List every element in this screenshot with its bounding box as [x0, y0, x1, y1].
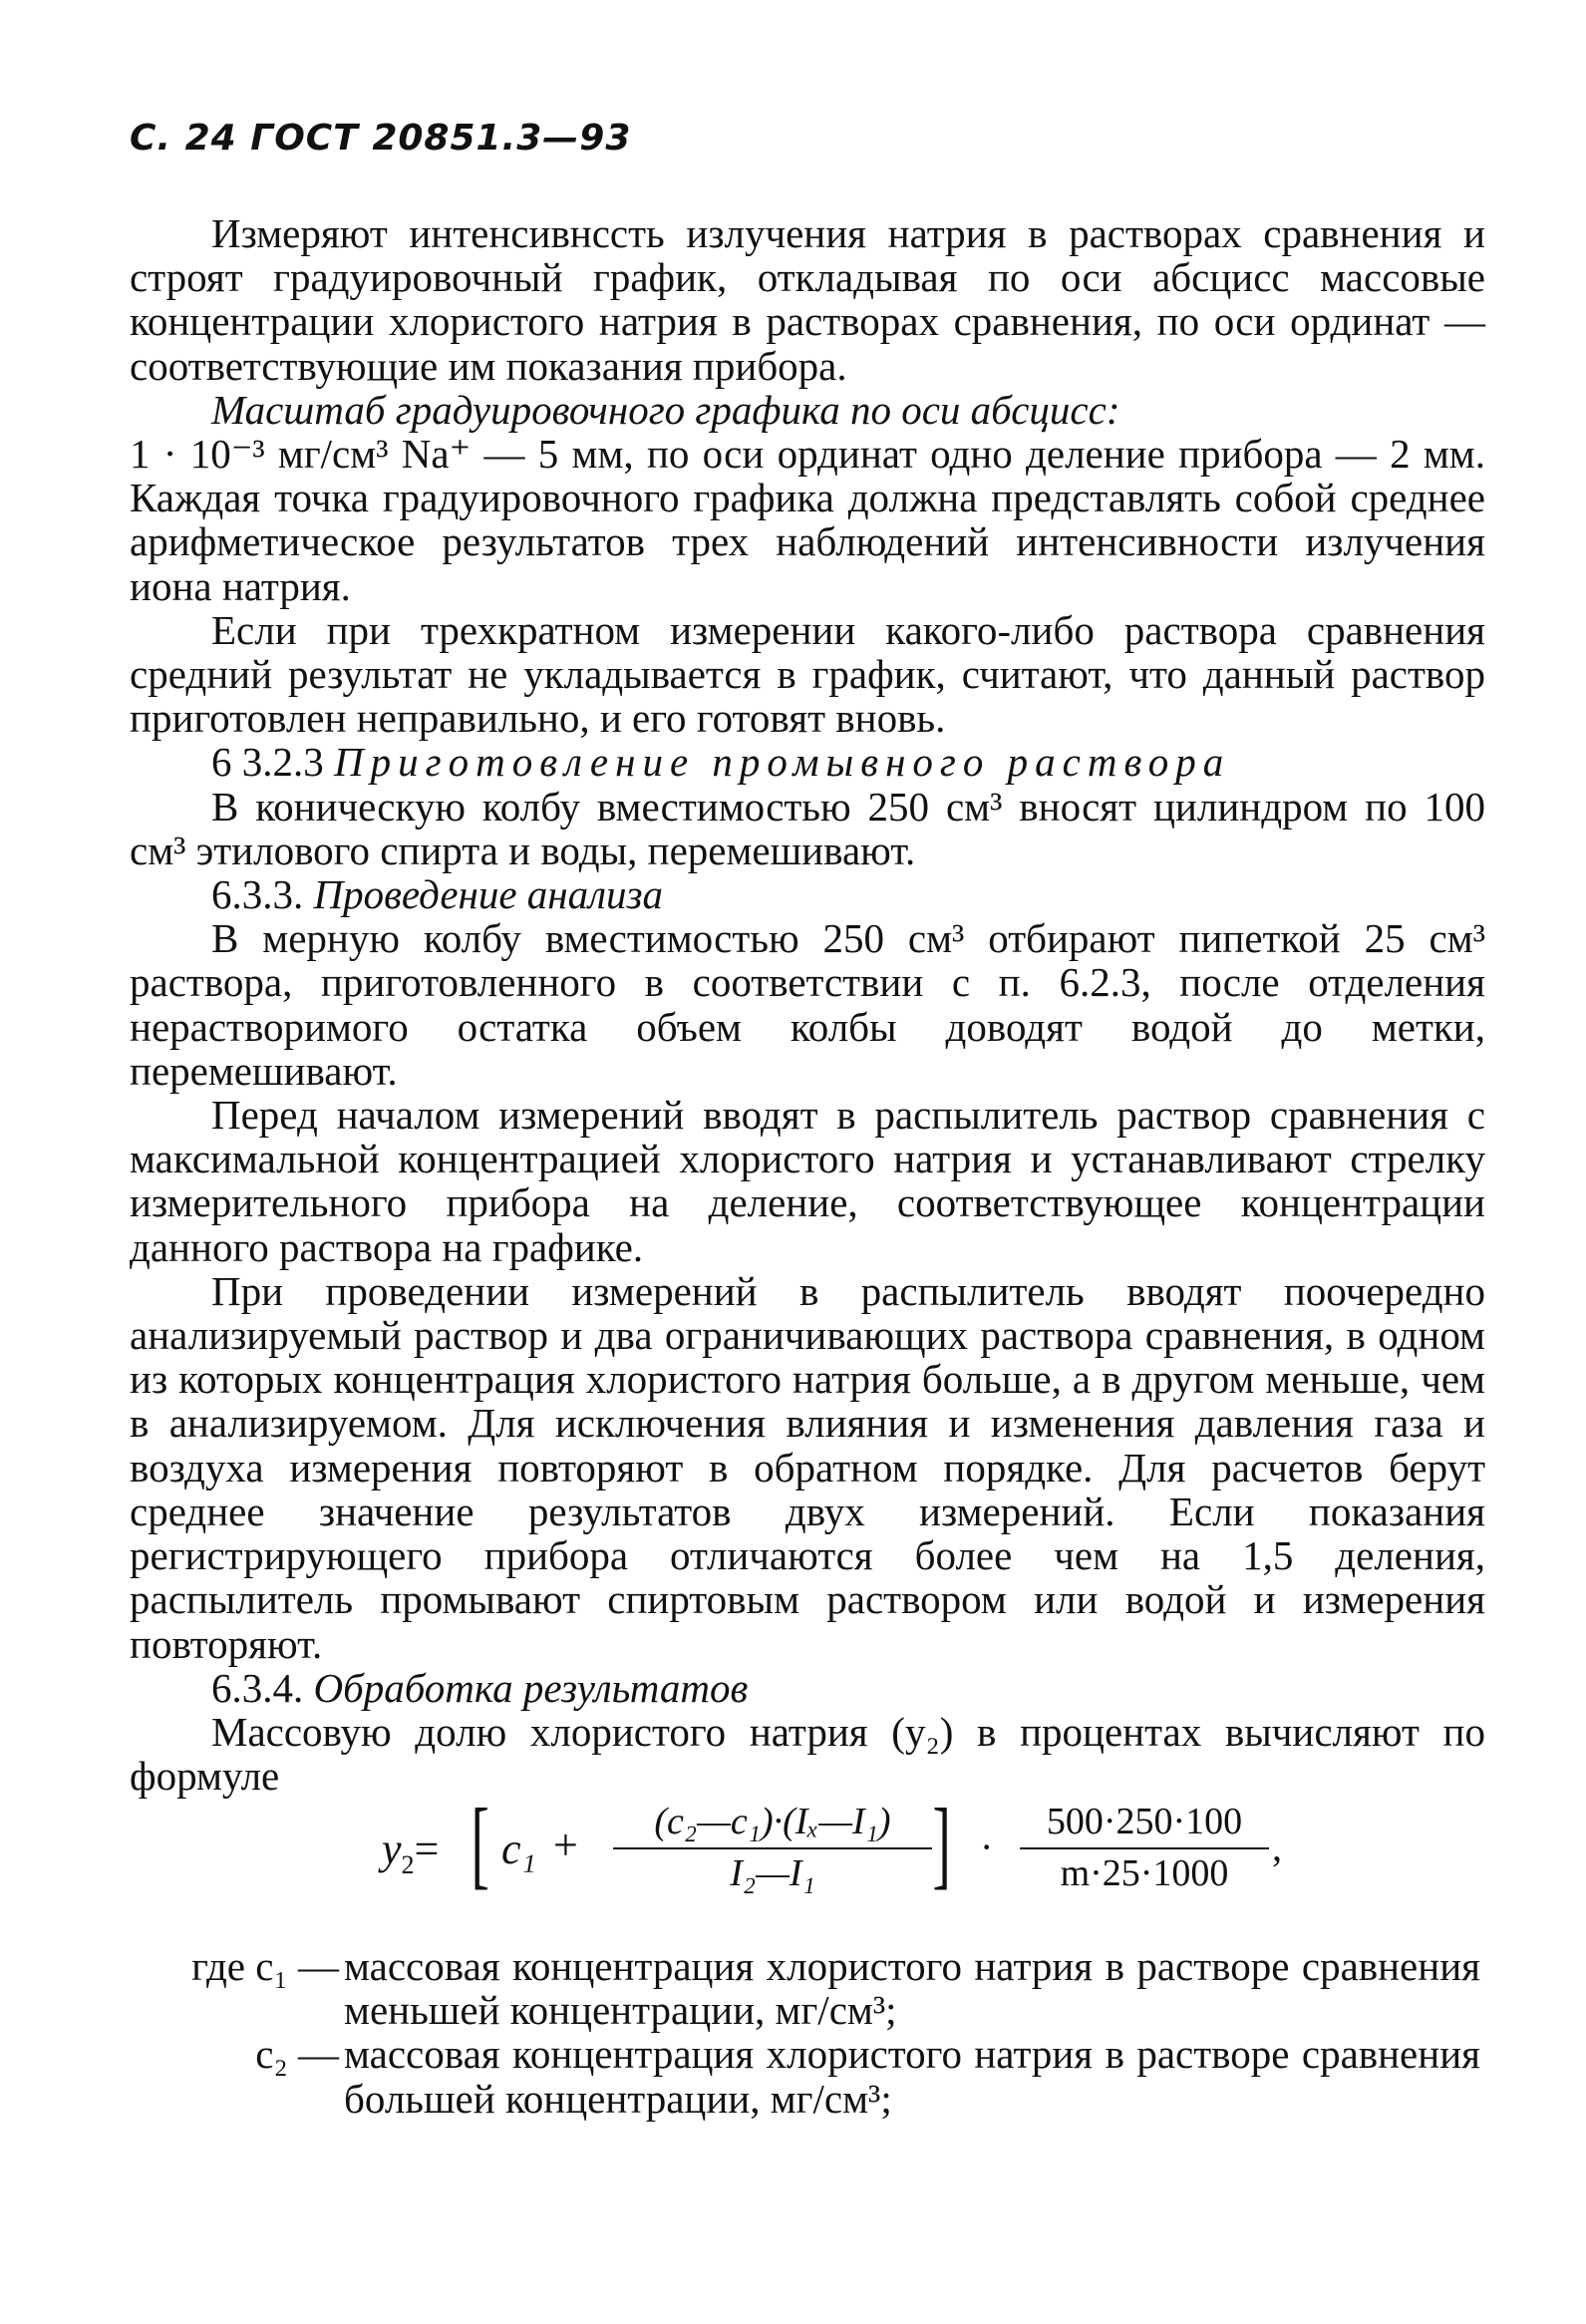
definition-c2-text: массовая концентрация хлористого натрия в растворе сравнения большей концентрации, мг/см³; [344, 2031, 1480, 2122]
fraction-2-numerator: 500·250·100 [1046, 1801, 1243, 1842]
formula-lhs: $y_2=$ [382, 1825, 440, 1879]
formula-right-bracket: ] [932, 1788, 951, 1898]
heading-6-3-4 [130, 1666, 1485, 1710]
heading-6-3-4-number: 6.3.4. [211, 1664, 304, 1711]
paragraph-analysis-2: Перед началом измерений вводят в распылитель раствор сравнения с максимальной концентрацией хлористого натрия и устанавливают стрелку измерительного прибора на деление, соответствующее концентрации данного раствора на графике. [130, 1092, 1485, 1270]
formula-tail-comma: , [1272, 1825, 1282, 1869]
paragraph-wash-solution: В коническую колбу вместимостью 250 см³ вносят цилиндром по 100 см³ этилового спирта и воды, перемешивают. [130, 783, 1485, 873]
body-text [130, 211, 1485, 1798]
paragraph-scale-title: Масштаб градуировочного графика по оси абсцисс: [211, 386, 1120, 433]
formula-dot: · [980, 1825, 994, 1869]
heading-6-3-2-3-number: 6 3.2.3 [211, 739, 324, 786]
fraction-1-denominator: I₂—I₁ [730, 1852, 815, 1894]
fraction-2-bar [1020, 1847, 1269, 1849]
definition-c2 [150, 2032, 1485, 2120]
heading-6-3-3 [130, 872, 1485, 916]
paragraph-1: Измеряют интенсивнсcть излучения натрия в растворах сравнения и строят градуировочный график, откладывая по оси абсцисс массовые концентрации хлористого натрия в растворах сравнения, по оси ординат — соответствующие им показания прибора. [130, 210, 1485, 389]
formula-left-bracket: [ [471, 1788, 489, 1898]
formula-fraction-1 [613, 1800, 932, 1895]
heading-6-3-4-title: Обработка результатов [313, 1664, 749, 1711]
fraction-2-denominator: m·25·1000 [1060, 1852, 1229, 1894]
formula-fraction-2 [1020, 1800, 1269, 1895]
definition-c1-text: массовая концентрация хлористого натрия в растворе сравнения меньшей концентрации, мг/см³; [344, 1943, 1480, 2034]
page-header: С. 24 ГОСТ 20851.3—93 [130, 118, 632, 159]
definition-c1 [150, 1944, 1485, 2032]
formula-c1: c₁ [501, 1825, 536, 1873]
definition-c1-symbol: где c₁ — [191, 1943, 339, 1989]
formula-plus: + [553, 1821, 578, 1869]
paragraph-repeat: Если при трехкратном измерении какого-либо раствора сравнения средний результат не укладывается в график, считают, что данный раствор приготовлен неправильно, и его готовят вновь. [130, 606, 1485, 742]
heading-6-3-2-3 [130, 740, 1485, 784]
paragraph-formula-intro: Массовую долю хлористого натрия (y₂) в процентах вычисляют по формуле [130, 1708, 1485, 1800]
paragraph-analysis-1: В мерную колбу вместимостью 250 см³ отбирают пипеткой 25 см³ раствора, приготовленного в соответствии с п. 6.2.3, после отделения нерастворимого остатка объем колбы доводят водой до метки, перемешивают. [130, 915, 1485, 1094]
paragraph-scale: 1 · 10⁻³ мг/см³ Na⁺ — 5 мм, по оси ординат одно деление прибора — 2 мм. Каждая точка градуировочного графика должна представлять собой среднее арифметическое результатов трех наблюдений интенсивности излучения иона натрия. [130, 431, 1485, 609]
heading-6-3-3-title: Проведение анализа [313, 871, 664, 918]
heading-6-3-3-number: 6.3.3. [211, 871, 304, 918]
definition-c2-symbol: c₂ — [255, 2031, 339, 2078]
paragraph-analysis-3: При проведении измерений в распылитель вводят поочередно анализируемый раствор и два ограничивающих раствора сравнения, в одном из которых концентрация хлористого натрия больше, а в другом меньше, чем в анализируемом. Для исключения влияния и изменения давления газа и воздуха измерения повторяют в обратном порядке. Для расчетов берут среднее значение результатов двух измерений. Если показания регистрирующего прибора отличаются более чем на 1,5 деления, распылитель промывают спиртовым раствором или водой и измерения повторяют. [130, 1267, 1485, 1667]
fraction-1-bar [613, 1847, 932, 1849]
formula-y2 [382, 1790, 1379, 1909]
formula-definitions [150, 1944, 1485, 2121]
fraction-1-numerator: (c₂—c₁)·(Iₓ—I₁) [654, 1801, 891, 1842]
heading-6-3-2-3-title: Приготовление промывного раствора [334, 739, 1231, 786]
